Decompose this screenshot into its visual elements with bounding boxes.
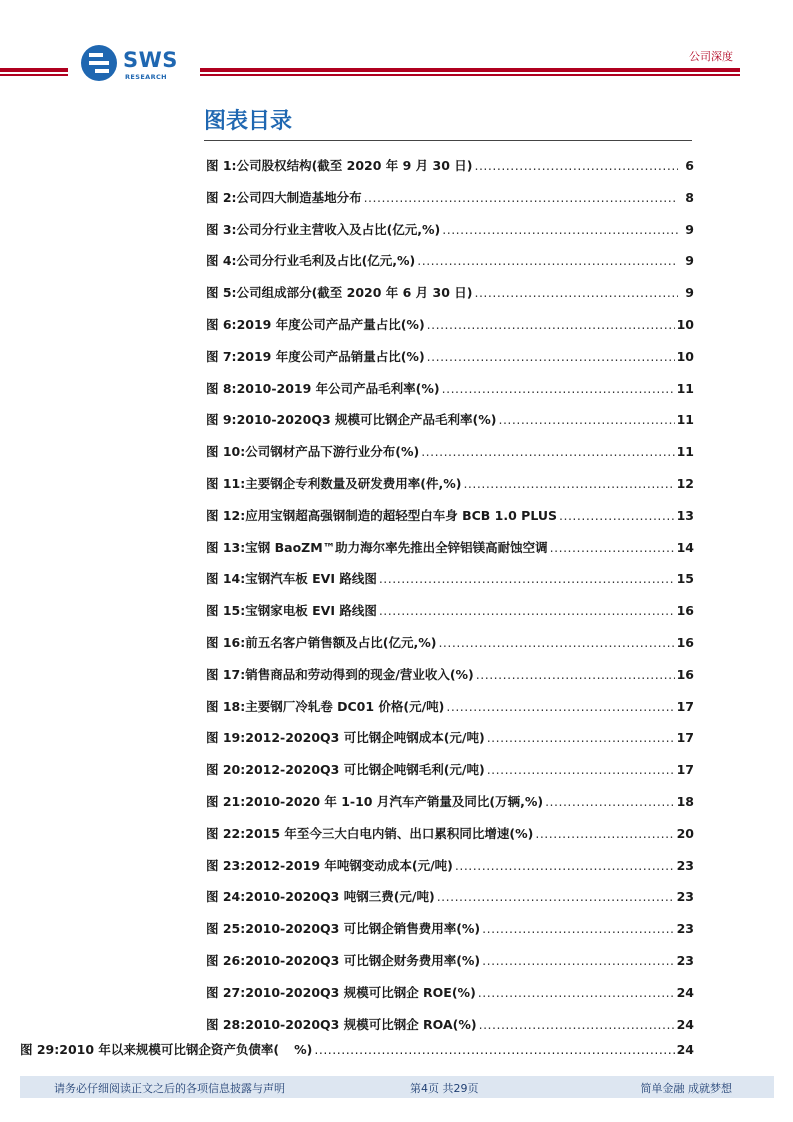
toc-text: 宝钢 BaoZM™助力海尔率先推出全锌铝镁高耐蚀空调 <box>245 539 548 555</box>
toc-leader <box>379 563 675 595</box>
toc-text: 2012-2020Q3 可比钢企吨钢成本(元/吨) <box>245 730 485 746</box>
toc-leader <box>550 532 675 564</box>
toc-label: 图 19: <box>206 730 246 746</box>
toc-text: 公司钢材产品下游行业分布(%) <box>245 444 420 460</box>
toc-page: 11 <box>676 412 694 428</box>
toc-row[interactable] <box>206 277 694 309</box>
toc-label: 图 24: <box>206 889 246 905</box>
toc-label: 图 20: <box>206 762 246 778</box>
toc-page: 6 <box>685 158 694 173</box>
toc-row[interactable] <box>206 627 694 659</box>
toc-leader <box>364 182 678 214</box>
toc-label: 图 9: <box>206 412 237 428</box>
toc-page: 24 <box>676 984 694 1000</box>
toc-row[interactable] <box>206 532 694 564</box>
toc-text: 宝钢家电板 EVI 路线图 <box>245 603 377 619</box>
toc-row[interactable] <box>206 341 694 373</box>
toc-page: 12 <box>676 475 694 491</box>
toc-page: 17 <box>676 762 694 778</box>
toc-label: 图 25: <box>206 921 246 937</box>
toc-leader <box>438 627 674 659</box>
toc-row[interactable] <box>206 977 694 1009</box>
toc-text: 主要钢厂冷轧卷 DC01 价格(元/吨) <box>245 698 445 714</box>
toc-text: 公司组成部分(截至 2020 年 6 月 30 日) <box>236 285 473 301</box>
toc-row[interactable] <box>206 595 694 627</box>
toc-text: 公司股权结构(截至 2020 年 9 月 30 日) <box>236 158 473 173</box>
toc-leader <box>487 722 675 754</box>
toc-label: 图 4: <box>206 253 237 269</box>
toc-leader <box>474 150 678 182</box>
toc-page: 18 <box>676 793 694 809</box>
toc-label: 图 14: <box>206 571 246 587</box>
toc-list <box>206 150 694 1040</box>
toc-text: 2015 年至今三大白电内销、出口累积同比增速(%) <box>245 825 534 841</box>
toc-label: 图 3: <box>206 221 237 237</box>
toc-page: 15 <box>676 571 694 587</box>
toc-page: 13 <box>676 507 694 523</box>
toc-label: 图 17: <box>206 666 246 682</box>
toc-text: 2010-2020Q3 规模可比钢企产品毛利率(%) <box>236 412 497 428</box>
toc-page: 23 <box>676 857 694 873</box>
toc-label: 图 2: <box>206 189 237 205</box>
toc-leader <box>478 977 675 1009</box>
toc-row[interactable] <box>206 754 694 786</box>
toc-page: 10 <box>676 316 694 332</box>
toc-leader <box>379 595 675 627</box>
page-title: 图表目录 <box>204 109 293 134</box>
toc-page: 23 <box>676 921 694 937</box>
toc-row-last[interactable] <box>20 1040 694 1058</box>
toc-page: 9 <box>685 285 694 301</box>
toc-page: 11 <box>676 444 694 460</box>
sws-logo <box>80 44 184 82</box>
toc-text: 2010-2019 年公司产品毛利率(%) <box>236 380 440 396</box>
toc-text: 2010-2020 年 1-10 月汽车产销量及同比(万辆,%) <box>245 793 544 809</box>
toc-row[interactable] <box>206 913 694 945</box>
toc-page: 14 <box>676 539 694 555</box>
logo-sub: RESEARCH <box>125 73 168 81</box>
toc-page: 16 <box>676 634 694 650</box>
toc-text: 应用宝钢超高强钢制造的超轻型白车身 BCB 1.0 PLUS <box>245 507 558 523</box>
toc-label: 图 22: <box>206 825 246 841</box>
toc-page: 20 <box>676 825 694 841</box>
toc-label: 图 27: <box>206 984 246 1000</box>
toc-leader <box>446 691 674 723</box>
toc-row[interactable] <box>206 786 694 818</box>
toc-page: 10 <box>676 348 694 364</box>
toc-leader <box>535 818 674 850</box>
toc-text: 2010-2020Q3 规模可比钢企 ROA(%) <box>245 1016 477 1032</box>
toc-row[interactable] <box>206 245 694 277</box>
toc-row[interactable] <box>206 436 694 468</box>
toc-row[interactable] <box>206 659 694 691</box>
toc-label: 图 11: <box>206 475 246 491</box>
toc-text: 2010-2020Q3 规模可比钢企 ROE(%) <box>245 984 476 1000</box>
toc-page: 24 <box>676 1016 694 1032</box>
toc-row[interactable] <box>206 722 694 754</box>
toc-leader <box>482 945 674 977</box>
toc-label: 图 28: <box>206 1016 246 1032</box>
footer-page-info: 第4页 共29页 <box>410 1082 479 1095</box>
toc-text: 公司分行业毛利及占比(亿元,%) <box>236 253 416 269</box>
toc-leader <box>314 1042 674 1057</box>
toc-leader <box>463 468 674 500</box>
toc-label: 图 18: <box>206 698 246 714</box>
toc-row[interactable] <box>206 309 694 341</box>
header-rule-right-thin <box>200 74 740 76</box>
toc-page: 17 <box>676 698 694 714</box>
toc-label: 图 15: <box>206 603 246 619</box>
toc-page: 11 <box>676 380 694 396</box>
toc-row[interactable] <box>206 850 694 882</box>
title-divider <box>204 140 692 141</box>
toc-row[interactable] <box>206 150 694 182</box>
header-rule-right <box>200 68 740 72</box>
toc-text: 2010 年以来规模可比钢企资产负债率( <box>59 1042 280 1057</box>
toc-leader <box>482 913 674 945</box>
toc-label: 图 8: <box>206 380 237 396</box>
toc-label: 图 6: <box>206 316 237 332</box>
toc-leader <box>487 754 675 786</box>
toc-row[interactable] <box>206 1009 694 1041</box>
toc-page: 17 <box>676 730 694 746</box>
toc-text: 销售商品和劳动得到的现金/营业收入(%) <box>245 666 474 682</box>
report-type: 公司深度 <box>689 50 733 63</box>
toc-text: 宝钢汽车板 EVI 路线图 <box>245 571 377 587</box>
toc-row[interactable] <box>206 500 694 532</box>
toc-text: 公司分行业主营收入及占比(亿元,%) <box>236 221 441 237</box>
toc-leader <box>474 277 678 309</box>
footer-slogan: 简单金融 成就梦想 <box>640 1082 732 1095</box>
toc-label: 图 7: <box>206 348 237 364</box>
toc-leader <box>417 245 678 277</box>
toc-label: 图 23: <box>206 857 246 873</box>
toc-text-tail: %) <box>294 1042 313 1057</box>
toc-row[interactable] <box>206 373 694 405</box>
sws-logo-mark-icon <box>80 44 118 82</box>
toc-label: 图 12: <box>206 507 246 523</box>
toc-row[interactable] <box>206 881 694 913</box>
toc-leader <box>437 881 675 913</box>
logo-brand: SWS <box>123 48 178 72</box>
toc-label: 图 26: <box>206 952 246 968</box>
toc-text: 公司四大制造基地分布 <box>236 189 362 205</box>
toc-row[interactable] <box>206 945 694 977</box>
toc-leader <box>479 1009 675 1041</box>
toc-leader <box>427 309 675 341</box>
toc-text: 2012-2020Q3 可比钢企吨钢毛利(元/吨) <box>245 762 485 778</box>
toc-label: 图 5: <box>206 285 237 301</box>
toc-text: 主要钢企专利数量及研发费用率(件,%) <box>245 475 462 491</box>
toc-leader <box>559 500 675 532</box>
toc-label: 图 29: <box>20 1042 60 1057</box>
toc-text: 2019 年度公司产品产量占比(%) <box>236 316 425 332</box>
toc-leader <box>421 436 674 468</box>
toc-page: 8 <box>685 189 694 205</box>
toc-label: 图 21: <box>206 793 246 809</box>
toc-row[interactable] <box>206 818 694 850</box>
toc-text: 2010-2020Q3 可比钢企销售费用率(%) <box>245 921 481 937</box>
toc-row[interactable] <box>206 182 694 214</box>
header-rule-left <box>0 68 68 72</box>
toc-row[interactable] <box>206 691 694 723</box>
toc-text: 2010-2020Q3 吨钢三费(元/吨) <box>245 889 435 905</box>
page-footer <box>20 1076 774 1098</box>
toc-label: 图 10: <box>206 444 246 460</box>
toc-label: 图 1: <box>206 158 237 173</box>
toc-leader <box>498 404 674 436</box>
toc-page: 24 <box>676 1042 694 1057</box>
toc-page: 16 <box>676 666 694 682</box>
toc-text: 2012-2019 年吨钢变动成本(元/吨) <box>245 857 453 873</box>
toc-leader <box>427 341 675 373</box>
toc-row[interactable] <box>206 468 694 500</box>
toc-leader <box>455 850 675 882</box>
toc-row[interactable] <box>206 404 694 436</box>
toc-page: 9 <box>685 253 694 269</box>
toc-leader <box>476 659 675 691</box>
toc-text: 前五名客户销售额及占比(亿元,%) <box>245 634 437 650</box>
toc-row[interactable] <box>206 214 694 246</box>
toc-label: 图 16: <box>206 634 246 650</box>
toc-text: 2010-2020Q3 可比钢企财务费用率(%) <box>245 952 481 968</box>
toc-leader <box>442 214 678 246</box>
header-rule-left-thin <box>0 74 68 76</box>
toc-page: 9 <box>685 221 694 237</box>
toc-label: 图 13: <box>206 539 246 555</box>
toc-leader <box>545 786 675 818</box>
toc-page: 23 <box>676 889 694 905</box>
toc-page: 16 <box>676 603 694 619</box>
toc-text: 2019 年度公司产品销量占比(%) <box>236 348 425 364</box>
toc-page: 23 <box>676 952 694 968</box>
toc-row[interactable] <box>206 563 694 595</box>
toc-leader <box>442 373 675 405</box>
footer-disclaimer: 请务必仔细阅读正文之后的各项信息披露与声明 <box>54 1082 285 1095</box>
